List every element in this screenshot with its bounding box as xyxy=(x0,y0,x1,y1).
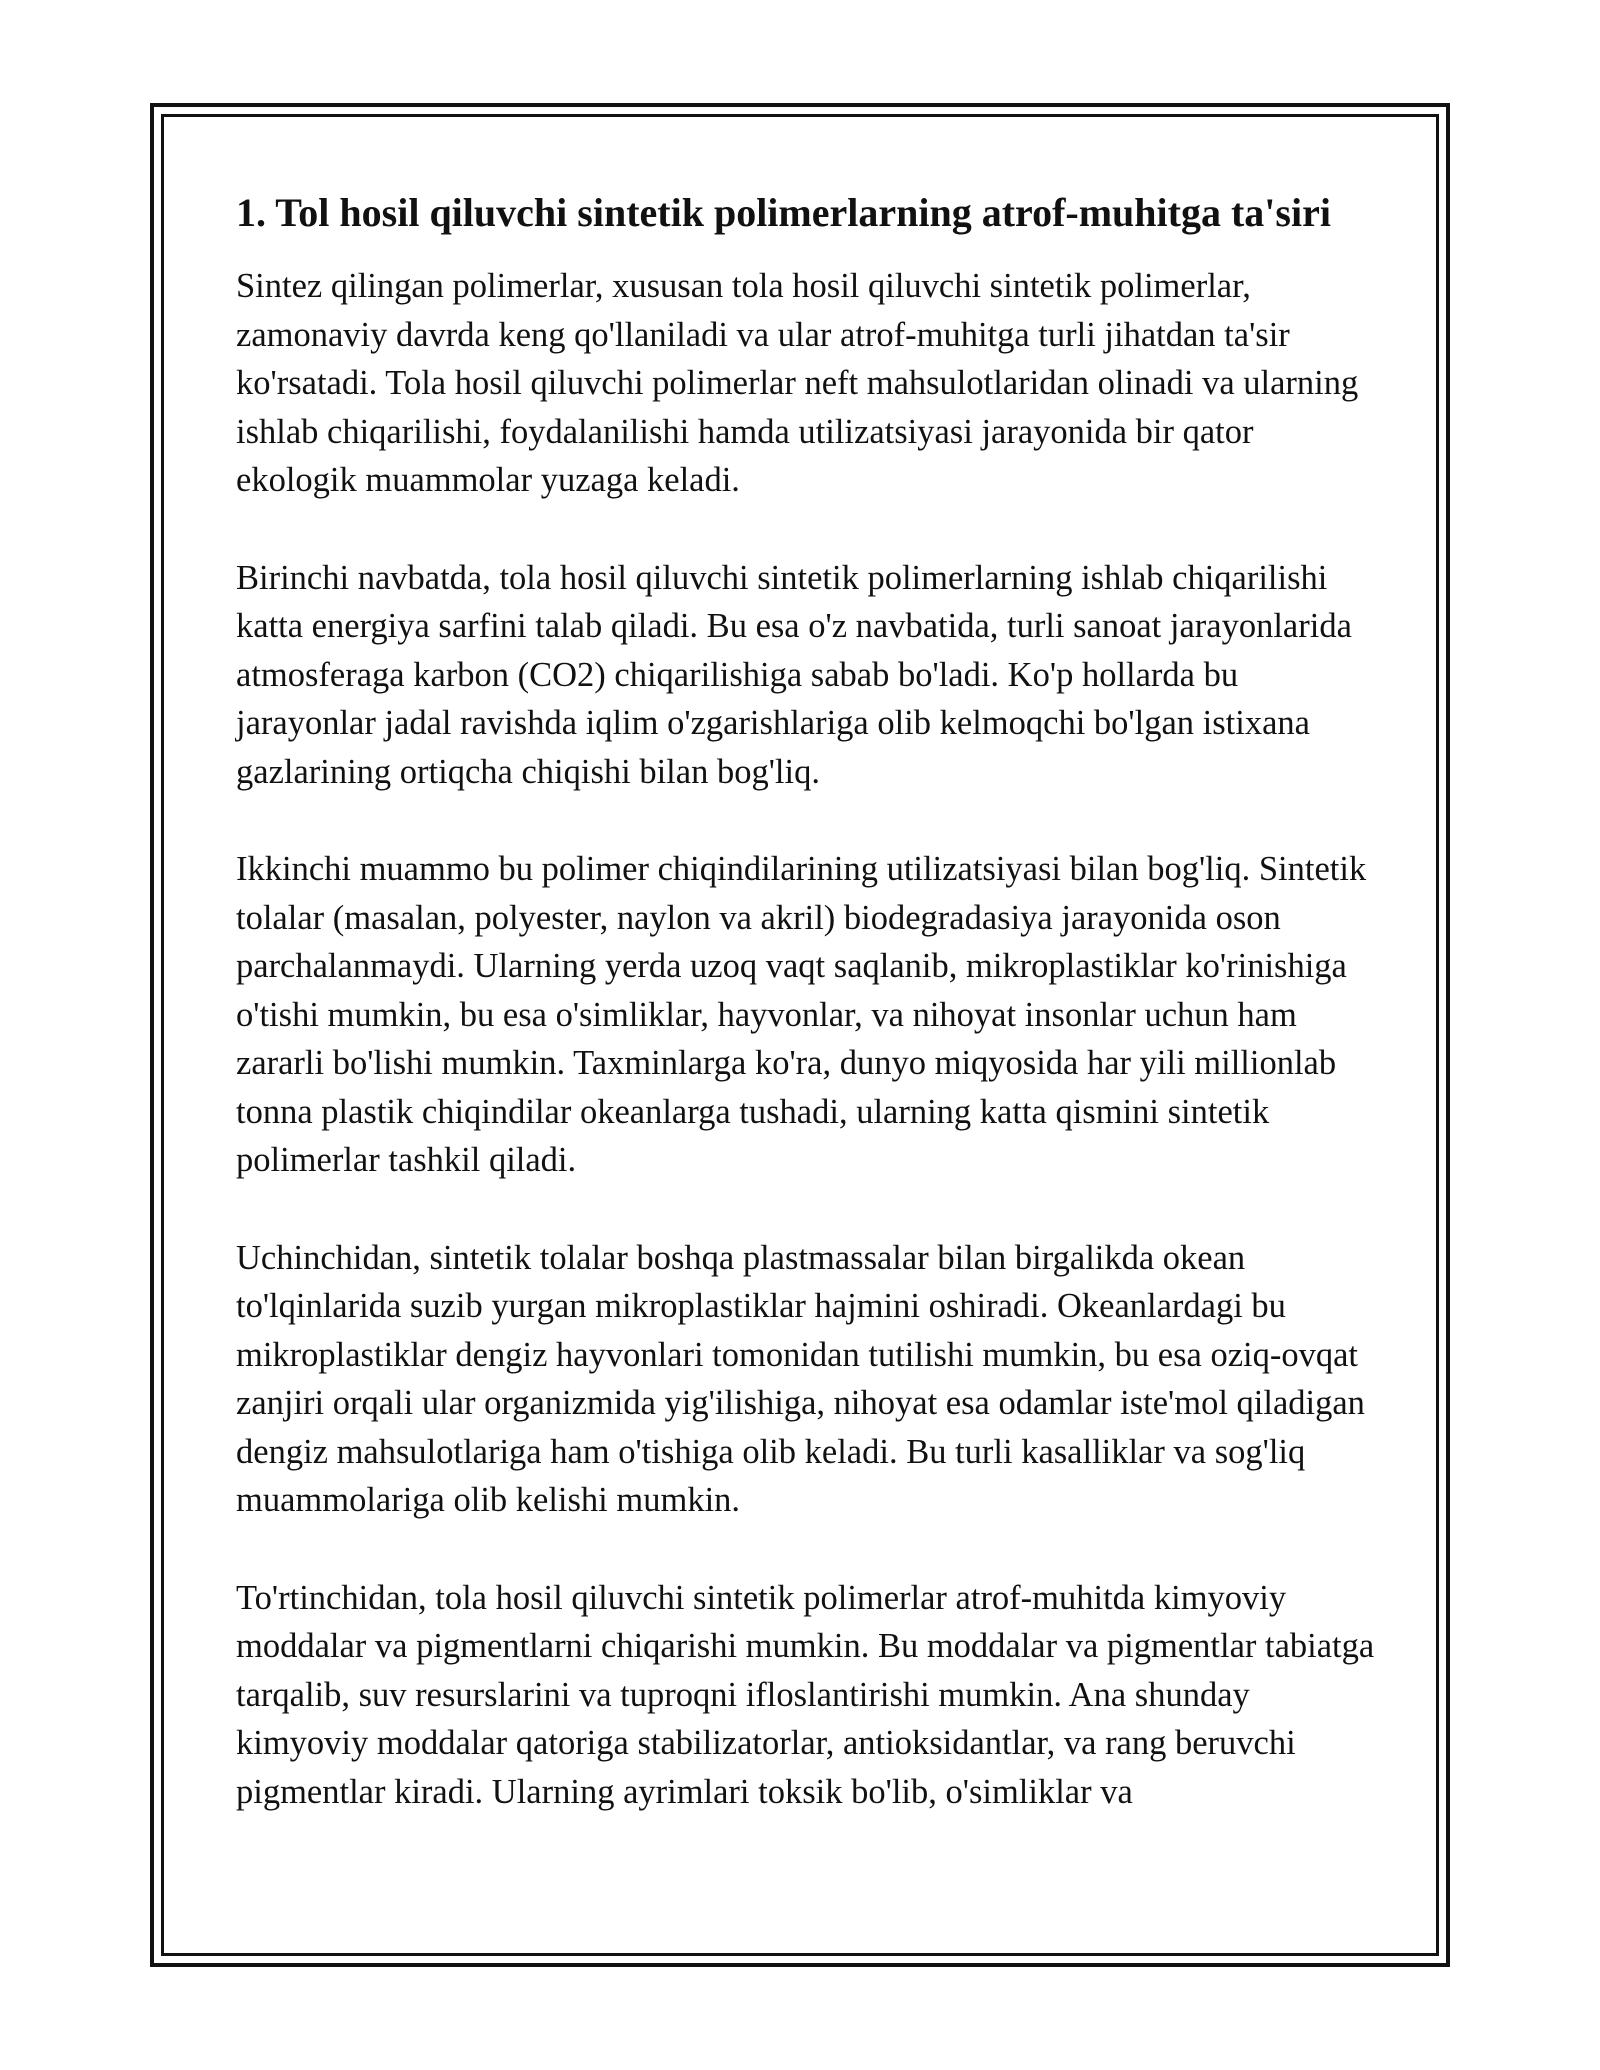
paragraph-1: Sintez qilingan polimerlar, xususan tola hosil qiluvchi sintetik polimerlar, zamonaviy davrda keng qo'llaniladi va ular atrof-muhitga turli jihatdan ta'sir ko'rsatadi. Tola hosil qiluvchi polimerlar neft mahsulotlaridan olinadi va ularning ishlab chiqarilishi, foydalanilishi hamda utilizatsiyasi jarayonida bir qator ekologik muammolar yuzaga keladi. xyxy=(236,267,1359,499)
paragraph-5: To'rtinchidan, tola hosil qiluvchi sintetik polimerlar atrof-muhitda kimyoviy moddalar va pigmentlarni chiqarishi mumkin. Bu moddalar va pigmentlar tabiatga tarqalib, suv resurslarini va tuproqni ifloslantirishi mumkin. Ana shunday kimyoviy moddalar qatoriga stabilizatorlar, antioksidantlar, va rang beruvchi pigmentlar kiradi. Ularning ayrimlari toksik bo'lib, o'simliklar va xyxy=(236,1578,1375,1811)
document-body xyxy=(236,186,1376,1865)
section-heading: 1. Tol hosil qiluvchi sintetik polimerlarning atrof-muhitga ta'siri xyxy=(236,190,1331,235)
paragraph-4: Uchinchidan, sintetik tolalar boshqa plastmassalar bilan birgalikda okean to'lqinlarida suzib yurgan mikroplastiklar hajmini oshiradi. Okeanlardagi bu mikroplastiklar dengiz hayvonlari tomonidan tutilishi mumkin, bu esa oziq-ovqat zanjiri orqali ular organizmida yig'ilishiga, nihoyat esa odamlar iste'mol qiladigan dengiz mahsulotlariga ham o'tishiga olib keladi. Bu turli kasalliklar va sog'liq muammolariga olib kelishi mumkin. xyxy=(236,1238,1365,1519)
paragraph-2: Birinchi navbatda, tola hosil qiluvchi sintetik polimerlarning ishlab chiqarilishi katta energiya sarfini talab qiladi. Bu esa o'z navbatida, turli sanoat jarayonlarida atmosferaga karbon (CO2) chiqarilishiga sabab bo'ladi. Ko'p hollarda bu jarayonlar jadal ravishda iqlim o'zgarishlariga olib kelmoqchi bo'lgan istixana gazlarining ortiqcha chiqishi bilan bog'liq. xyxy=(236,558,1352,791)
paragraph-3: Ikkinchi muammo bu polimer chiqindilarining utilizatsiyasi bilan bog'liq. Sintetik tolalar (masalan, polyester, naylon va akril) biodegradasiya jarayonida oson parchalanmaydi. Ularning yerda uzoq vaqt saqlanib, mikroplastiklar ko'rinishiga o'tishi mumkin, bu esa o'simliklar, hayvonlar, va nihoyat insonlar uchun ham zararli bo'lishi mumkin. Taxminlarga ko'ra, dunyo miqyosida har yili millionlab tonna plastik chiqindilar okeanlarga tushadi, ularning katta qismini sintetik polimerlar tashkil qiladi. xyxy=(236,850,1367,1179)
